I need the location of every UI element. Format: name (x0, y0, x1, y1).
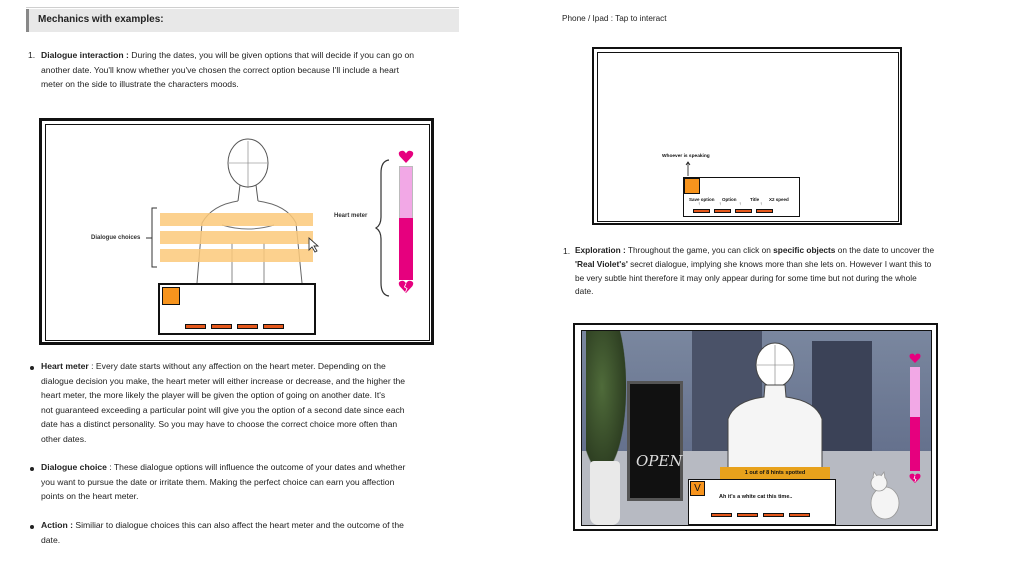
hint-banner: 1 out of 8 hints spotted (720, 467, 830, 479)
paragraph-line: Similiar to dialogue choices this can also affect the heart meter and the outcome of the (75, 520, 404, 530)
dialogue-diagram (39, 118, 434, 345)
option-button[interactable] (737, 513, 758, 517)
paragraph-line: During the dates, you will be given options that will decide if you can go on (131, 50, 415, 60)
dialogue-choices-bracket (146, 207, 162, 269)
option-button[interactable] (714, 209, 731, 213)
speaker-label: Whoever is speaking (662, 154, 710, 159)
ui-wireframe (592, 47, 902, 225)
paragraph-line: Throughout the game, you can click on (627, 245, 771, 255)
bold-phrase: specific objects (773, 245, 836, 255)
item-title: Dialogue interaction : (41, 50, 129, 60)
paragraph-line: date. (41, 534, 61, 545)
open-sign-text: OPEN (636, 452, 683, 470)
heart-meter-label: Heart meter (334, 213, 368, 219)
paragraph-line: not guaranteed exceeding a particular point will give you the option of a second date since each (41, 404, 405, 415)
broken-heart-icon (398, 280, 414, 294)
paragraph-line: dialogue decision you make, the heart meter will either increase or decrease, and the higher the (41, 375, 406, 386)
dialogue-choice-band (160, 213, 313, 226)
speed-label: X2 speed (769, 197, 789, 202)
option-button[interactable] (263, 324, 284, 329)
heart-meter-fill (910, 417, 920, 471)
title-button[interactable] (735, 209, 752, 213)
dialogue-choice-band (160, 249, 313, 262)
cursor-icon (307, 237, 321, 253)
speed-button[interactable] (756, 209, 773, 213)
item-number: 1. (28, 50, 36, 60)
phone-note: Phone / Ipad : Tap to interact (562, 14, 667, 23)
speaker-portrait: V (690, 481, 705, 496)
bullet-dot (30, 467, 34, 471)
option-button[interactable] (711, 513, 732, 517)
heart-meter-paragraph (41, 359, 451, 446)
option-button[interactable] (789, 513, 810, 517)
arrow-up-icon: ↑ (698, 201, 701, 206)
bullet-dot (30, 525, 34, 529)
character-sprite (720, 339, 830, 469)
action-paragraph (41, 518, 451, 547)
scene-dialogue-box (688, 479, 836, 525)
speaker-portrait (162, 287, 180, 305)
bullet-dot (30, 366, 34, 370)
paragraph-line: points on the heart meter. (41, 491, 139, 501)
arrow-up-icon: ↑ (719, 201, 722, 206)
heart-icon (398, 150, 414, 164)
heart-meter-brace (375, 159, 393, 297)
save-option-button[interactable] (693, 209, 710, 213)
game-scene-mockup (573, 323, 938, 531)
heart-icon (909, 353, 921, 364)
option-button[interactable] (185, 324, 206, 329)
section-title: Mechanics with examples: (26, 9, 459, 32)
bullet-title: Heart meter (41, 361, 89, 371)
dialogue-choices-label: Dialogue choices (91, 235, 141, 241)
paragraph-line: other dates. (41, 433, 87, 444)
paragraph-line: you want to pursue the date or irritate them. Making the perfect choice can earn you affection (41, 476, 395, 487)
arrow-up-icon (685, 161, 691, 177)
paragraph-line: heart meter, the more likely the player will be given the option of going on another date. It's (41, 390, 386, 400)
scene-background (581, 330, 932, 526)
dialogue-interaction-paragraph (41, 48, 451, 92)
bullet-title: Action : (41, 520, 73, 530)
paragraph-line: date. (575, 286, 594, 297)
paragraph-line: be very subtle hint therefore it may only appear during for some time but not during the whole (575, 272, 917, 283)
option-button[interactable] (237, 324, 258, 329)
dialogue-choice-band (160, 231, 313, 244)
speaker-portrait (684, 178, 700, 194)
heart-meter-bar (910, 367, 920, 471)
paragraph-line: on the date to uncover the (837, 245, 935, 255)
save-option-label: Save option (689, 197, 715, 202)
bold-phrase: 'Real Violet's' (575, 258, 628, 269)
top-divider (26, 7, 459, 8)
open-sign-board[interactable] (627, 381, 683, 501)
item-number: 1. (563, 246, 571, 256)
broken-heart-icon (909, 473, 921, 484)
arrow-up-icon: ↑ (760, 201, 763, 206)
bullet-title: Dialogue choice (41, 462, 107, 472)
option-button[interactable] (211, 324, 232, 329)
paragraph-line: : Every date starts without any affection on the heart meter. Depending on the (91, 361, 386, 371)
dialogue-box (158, 283, 316, 335)
heart-meter-bar (399, 166, 413, 280)
paragraph-line: meter on the side to illustrate the characters moods. (41, 79, 239, 89)
paragraph-line: : These dialogue options will influence the outcome of your dates and whether (109, 462, 406, 472)
paragraph-line: secret dialogue, implying she knows more than she lets on. However I want this to (630, 258, 932, 269)
paragraph-line: date has a distinct personality. So you may have to choose the correct choice more often than (41, 419, 398, 429)
dialogue-text: Ah it's a white cat this time.. (719, 494, 793, 500)
plant (586, 331, 626, 471)
exploration-paragraph (575, 244, 965, 299)
plant-pot (590, 461, 620, 525)
dialogue-choice-paragraph (41, 460, 451, 504)
option-button[interactable] (763, 513, 784, 517)
option-label: Option (722, 197, 737, 202)
heart-meter-fill (399, 218, 413, 280)
wireframe-dialogue-box (683, 177, 800, 217)
item-title: Exploration : (575, 245, 626, 255)
paragraph-line: another date. You'll know whether you've chosen the correct option because I'll include a heart (41, 64, 399, 75)
white-cat[interactable] (865, 471, 905, 521)
title-label: Title (750, 197, 760, 202)
arrow-up-icon: ↑ (739, 201, 742, 206)
